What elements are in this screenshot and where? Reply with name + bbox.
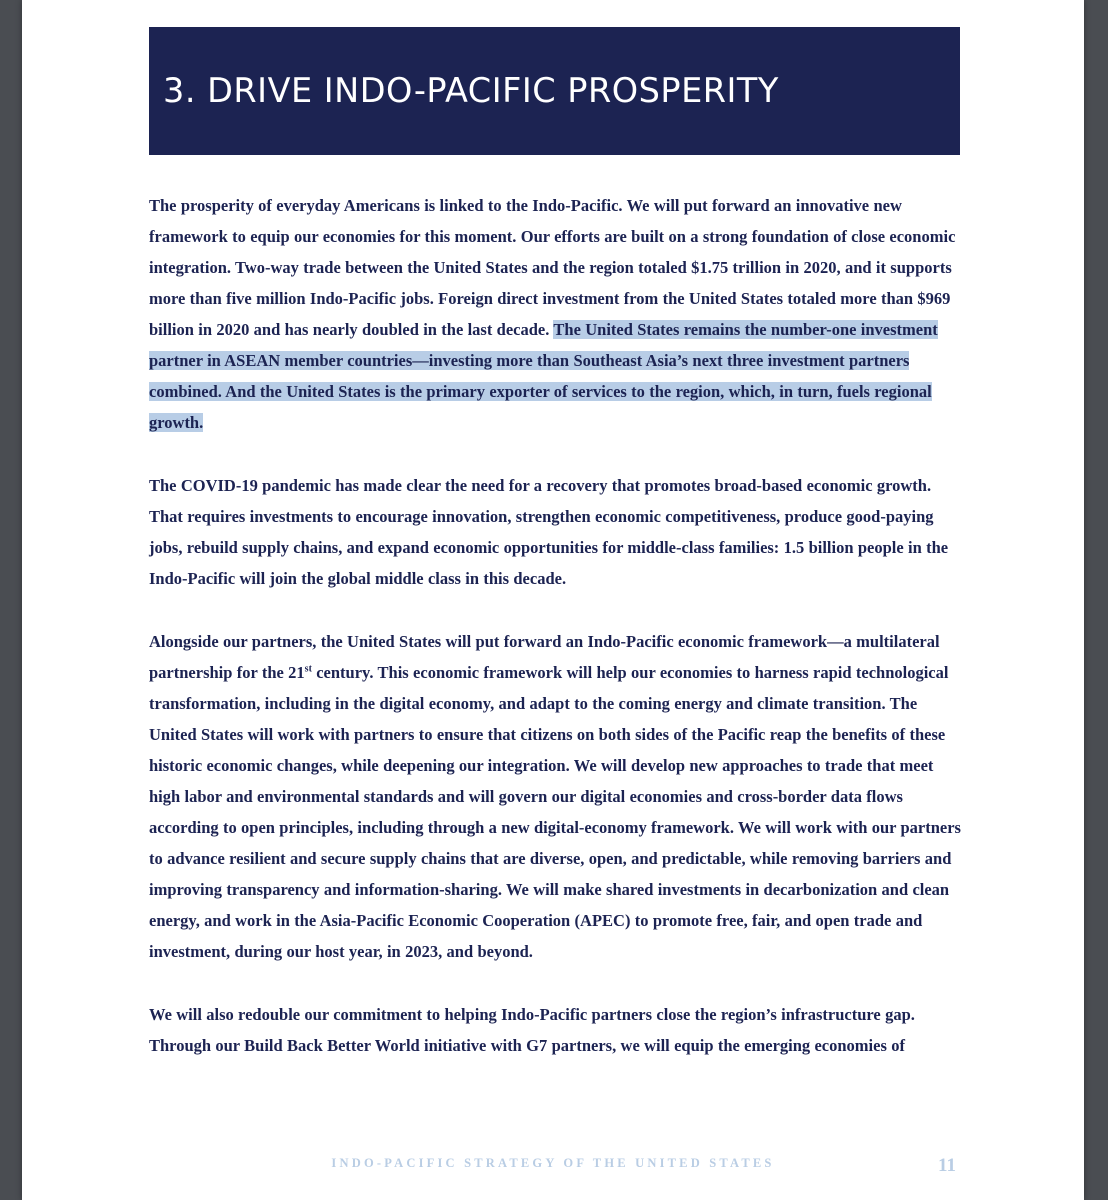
document-body <box>149 190 961 1093</box>
document-page <box>22 0 1084 1200</box>
paragraph-covid: The COVID-19 pandemic has made clear the need for a recovery that promotes broad-based economic growth. That requires investments to encourage innovation, strengthen economic competitiveness, produce good-paying jobs, rebuild supply chains, and expand economic opportunities for middle-class families: 1.5 billion people in the Indo-Pacific will join the global middle class in this decade. <box>149 476 949 588</box>
paragraph-framework-text-start: Alongside our partners, the United States will put forward an Indo-Pacific economic framework—a multilateral partnership for the 21 <box>149 632 940 682</box>
superscript-st: st <box>304 663 312 675</box>
highlighted-text[interactable]: The United States remains the number-one investment partner in ASEAN member countries—investing more than Southeast Asia’s next three investment partners combined. And the United States is the primary exporter of services to the region, which, in turn, fuels regional growth. <box>149 320 938 432</box>
paragraph-prosperity-text: The prosperity of everyday Americans is linked to the Indo-Pacific. We will put forward an innovative new framework to equip our economies for this moment. Our efforts are built on a strong foundation of close economic integration. Two-way trade between the United States and the region totaled $1.75 trillion in 2020, and it supports more than five million Indo-Pacific jobs. Foreign direct investment from the United States totaled more than $969 billion in 2020 and has nearly doubled in the last decade. <box>149 196 956 339</box>
paragraph-framework-text-end: century. This economic framework will help our economies to harness rapid technological transformation, including in the digital economy, and adapt to the coming energy and climate transition. The United States will work with partners to ensure that citizens on both sides of the Pacific reap the benefits of these historic economic changes, while deepening our integration. We will develop new approaches to trade that meet high labor and environmental standards and will govern our digital economies and cross-border data flows according to open principles, including through a new digital-economy framework. We will work with our partners to advance resilient and secure supply chains that are diverse, open, and predictable, while removing barriers and improving transparency and information-sharing. We will make shared investments in decarbonization and clean energy, and work in the Asia-Pacific Economic Cooperation (APEC) to promote free, fair, and open trade and investment, during our host year, in 2023, and beyond. <box>149 663 961 961</box>
section-banner <box>149 27 960 155</box>
paragraph-infrastructure: We will also redouble our commitment to helping Indo-Pacific partners close the region’s infrastructure gap. Through our Build Back Better World initiative with G7 partners, we will equip the emerging economies of <box>149 1005 915 1055</box>
section-title: 3. DRIVE INDO-PACIFIC PROSPERITY <box>163 71 779 110</box>
paragraph-prosperity <box>149 190 961 438</box>
page-number: 11 <box>938 1155 956 1176</box>
footer-title: INDO-PACIFIC STRATEGY OF THE UNITED STATES <box>331 1156 775 1170</box>
paragraph-economic-framework <box>149 626 961 967</box>
